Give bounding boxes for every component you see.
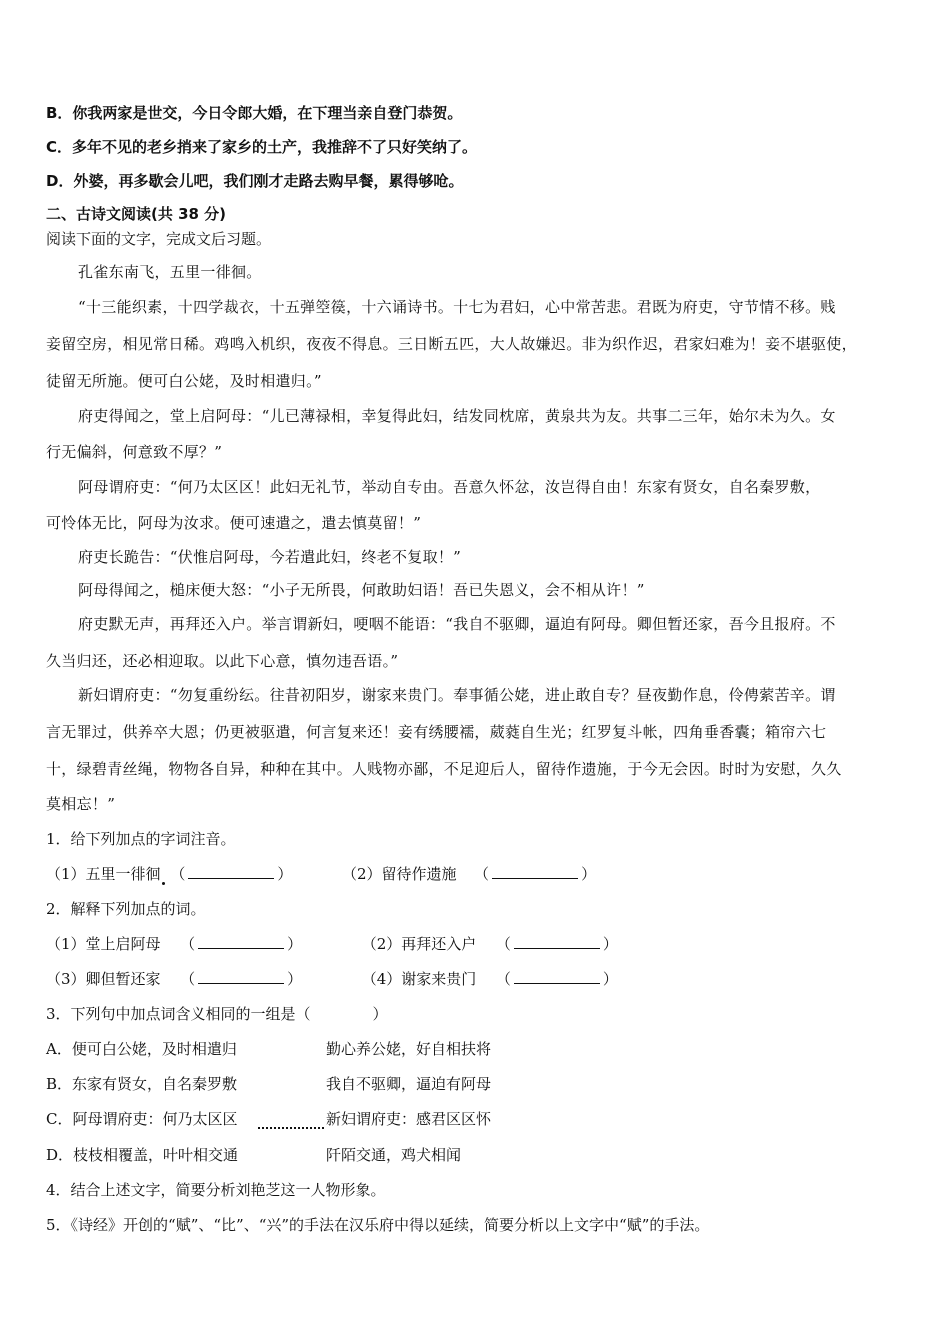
answer-blank[interactable]: [188, 864, 274, 879]
passage-line: 徒留无所施。便可白公姥，及时相遣归。”: [46, 372, 322, 390]
passage-line: 新妇谓府吏：“勿复重纷纭。往昔初阳岁，谢家来贵门。奉事循公姥，进止敢自专？昼夜勤作息，伶俜萦苦辛。谓: [78, 686, 836, 704]
q3-option-a: A．便可白公姥，及时相遣归 勤心养公姥，好自相扶将: [46, 1040, 492, 1058]
emphasis-dots: [258, 1109, 324, 1129]
passage-line: 府吏长跪告：“伏惟启阿母，今若遣此妇，终老不复取！”: [78, 548, 462, 566]
q1-item-1-label: （1）五里一徘: [46, 865, 146, 883]
passage-line: 孔雀东南飞，五里一徘徊。: [78, 263, 262, 281]
question-1-stem: 1．给下列加点的字词注音。: [46, 830, 236, 848]
passage-line: 妾留空房，相见常日稀。鸡鸣入机织，夜夜不得息。三日断五匹，大人故嫌迟。非为织作迟，君家妇难为！妾不堪驱使，: [46, 335, 857, 353]
passage-line: 莫相忘！”: [46, 795, 116, 813]
answer-blank[interactable]: [492, 864, 578, 879]
passage-line: 阿母谓府吏：“何乃太区区！此妇无礼节，举动自专由。吾意久怀忿，汝岂得自由！东家有贤女，自名秦罗敷，: [78, 478, 821, 496]
option-c: C．多年不见的老乡捎来了家乡的土产，我推辞不了只好笑纳了。: [46, 138, 478, 156]
q3-option-c: C．阿母谓府吏：何乃太区区 新妇谓府吏：感君区区怀: [46, 1110, 492, 1128]
passage-line: 十，绿碧青丝绳，物物各自异，种种在其中。人贱物亦鄙，不足迎后人，留待作遗施，于今无会因。时时为安慰，久久: [46, 760, 842, 778]
q3-option-b: B．东家有贤女，自名秦罗敷 我自不驱卿，逼迫有阿母: [46, 1075, 492, 1093]
passage-line: 可怜体无比，阿母为汝求。便可速遣之，遣去慎莫留！”: [46, 514, 422, 532]
q2-item-2-label: （2）再拜还入户: [361, 935, 477, 953]
section-instruction: 阅读下面的文字，完成文后习题。: [46, 230, 272, 248]
passage-line: 府吏得闻之，堂上启阿母：“儿已薄禄相，幸复得此妇，结发同枕席，黄泉共为友。共事二三年，始尔未为久。女: [78, 407, 836, 425]
passage-line: 府吏默无声，再拜还入户。举言谓新妇，哽咽不能语：“我自不驱卿，逼迫有阿母。卿但暂还家，吾今且报府。不: [78, 615, 836, 633]
q3-option-d: D．枝枝相覆盖，叶叶相交通 阡陌交通，鸡犬相闻: [46, 1146, 462, 1164]
answer-blank[interactable]: [198, 934, 284, 949]
answer-blank[interactable]: [198, 969, 284, 984]
question-2-row-2: （3）卿但暂还家 （ ） （4）谢家来贵门 （ ）: [46, 970, 618, 988]
section-title: 二、古诗文阅读(共 38 分): [46, 205, 227, 223]
question-3-stem: 3．下列句中加点词含义相同的一组是（ ）: [46, 1005, 388, 1023]
q2-item-4-label: （4）谢家来贵门: [361, 970, 477, 988]
answer-blank[interactable]: [514, 934, 600, 949]
q2-item-1-label: （1）堂上启阿母: [46, 935, 161, 953]
question-2-stem: 2．解释下列加点的词。: [46, 900, 206, 918]
q1-item-1-dotted-char: 徊: [145, 865, 161, 883]
question-4: 4．结合上述文字，简要分析刘艳芝这一人物形象。: [46, 1181, 386, 1199]
option-d: D．外婆，再多歇会儿吧，我们刚才走路去购早餐，累得够呛。: [46, 172, 464, 190]
passage-line: 行无偏斜，何意致不厚？”: [46, 443, 223, 461]
question-5: 5．《诗经》开创的“赋”、“比”、“兴”的手法在汉乐府中得以延续，简要分析以上文字中“赋”的手法。: [46, 1216, 710, 1234]
emphasis-dot: [162, 882, 165, 885]
option-b: B．你我两家是世交，今日令郎大婚，在下理当亲自登门恭贺。: [46, 104, 463, 122]
question-1-items: （1）五里一徘徊 （ ） （2）留待作遗施 （ ）: [46, 865, 597, 883]
passage-line: 久当归还，还必相迎取。以此下心意，慎勿违吾语。”: [46, 652, 399, 670]
answer-blank[interactable]: [514, 969, 600, 984]
passage-line: “十三能织素，十四学裁衣，十五弹箜篌，十六诵诗书。十七为君妇，心中常苦悲。君既为府吏，守节情不移。贱: [78, 298, 836, 316]
q2-item-3-label: （3）卿但暂还家: [46, 970, 161, 988]
q1-item-2-label: （2）留待作遗施: [341, 865, 457, 883]
passage-line: 言无罪过，供养卒大恩；仍更被驱遣，何言复来还！妾有绣腰襦，葳蕤自生光；红罗复斗帐，四角垂香囊；箱帘六七: [46, 723, 827, 741]
question-2-row-1: （1）堂上启阿母 （ ） （2）再拜还入户 （ ）: [46, 935, 618, 953]
passage-line: 阿母得闻之，槌床便大怒：“小子无所畏，何敢助妇语！吾已失恩义，会不相从许！”: [78, 581, 645, 599]
